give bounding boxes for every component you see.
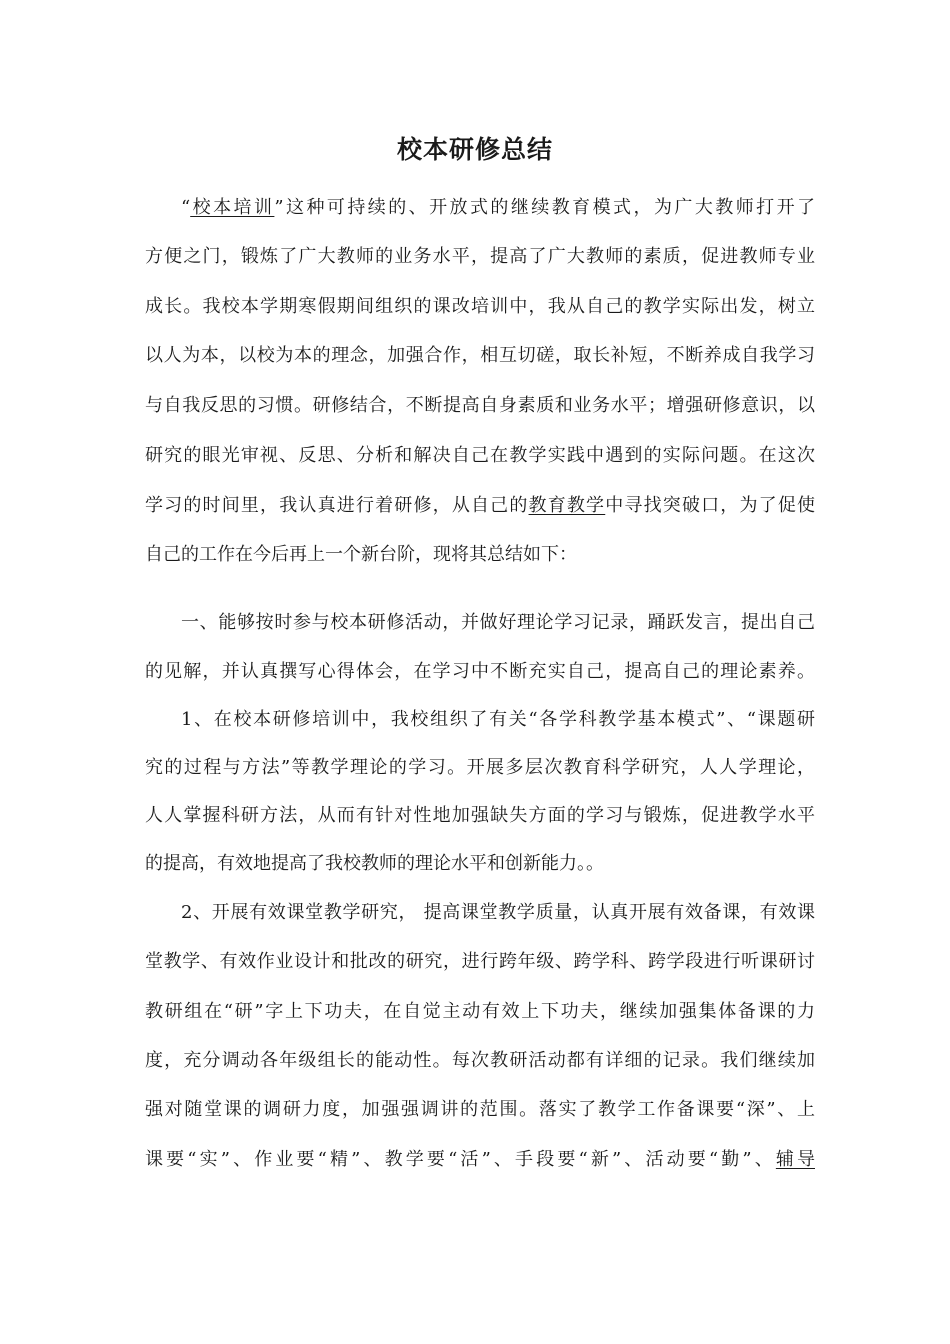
text-segment: ”这种可持续的、开放式的继续教育模式，为广大教师打开了 [274,197,815,218]
document-title: 校本研修总结 [396,135,553,164]
paragraph-line: 的提高，有效地提高了我校教师的理论水平和创新能力。。 [145,853,604,874]
inline-link[interactable]: 辅导 [775,1149,815,1170]
inline-link[interactable]: 校本培训 [190,197,275,218]
paragraph-line: 度，充分调动各年级组长的能动性。每次教研活动都有详细的记录。我们继续加 [145,1050,815,1071]
paragraph-line: 自己的工作在今后再上一个新台阶，现将其总结如下： [145,544,577,565]
section-heading-line: 一、能够按时参与校本研修活动，并做好理论学习记录，踊跃发言，提出自己 [181,612,815,633]
paragraph-line: 的见解，并认真撰写心得体会，在学习中不断充实自己，提高自己的理论素养。 [145,661,815,682]
paragraph-line: 以人为本，以校为本的理念，加强合作，相互切磋，取长补短，不断养成自我学习 [145,345,815,366]
paragraph-line: 方便之门，锻炼了广大教师的业务水平，提高了广大教师的素质，促进教师专业 [145,246,815,267]
paragraph-line: 教研组在“研”字上下功夫，在自觉主动有效上下功夫，继续加强集体备课的力 [145,1001,815,1022]
paragraph-line: 1、在校本研修培训中，我校组织了有关“各学科教学基本模式”、“课题研 [181,709,815,730]
text-segment: 中寻找突破口，为了促使 [605,495,815,516]
paragraph-line [145,1143,815,1177]
text-segment: “ [181,197,191,218]
inline-link[interactable]: 教育教学 [528,495,606,516]
paragraph-line: 堂教学、有效作业设计和批改的研究，进行跨年级、跨学科、跨学段进行听课研讨 [145,951,815,972]
paragraph-line: 研究的眼光审视、反思、分析和解决自己在教学实践中遇到的实际问题。在这次 [145,445,815,466]
paragraph-line [145,489,815,523]
paragraph-line: 究的过程与方法”等教学理论的学习。开展多层次教育科学研究，人人学理论， [145,757,815,778]
paragraph-line: 成长。我校本学期寒假期间组织的课改培训中，我从自己的教学实际出发，树立 [145,296,815,317]
paragraph-line: 强对随堂课的调研力度，加强强调讲的范围。落实了教学工作备课要“深”、上 [145,1099,815,1120]
paragraph-line: 与自我反思的习惯。研修结合，不断提高自身素质和业务水平；增强研修意识，以 [145,395,815,416]
text-segment: 课要“实”、作业要“精”、教学要“活”、手段要“新”、活动要“勤”、 [145,1149,776,1170]
paragraph-line: 人人掌握科研方法，从而有针对性地加强缺失方面的学习与锻炼，促进教学水平 [145,805,815,826]
paragraph-line [181,191,815,225]
text-segment: 学习的时间里，我认真进行着研修，从自己的 [145,495,529,516]
paragraph-line: 2、开展有效课堂教学研究， 提高课堂教学质量，认真开展有效备课，有效课 [181,902,815,923]
